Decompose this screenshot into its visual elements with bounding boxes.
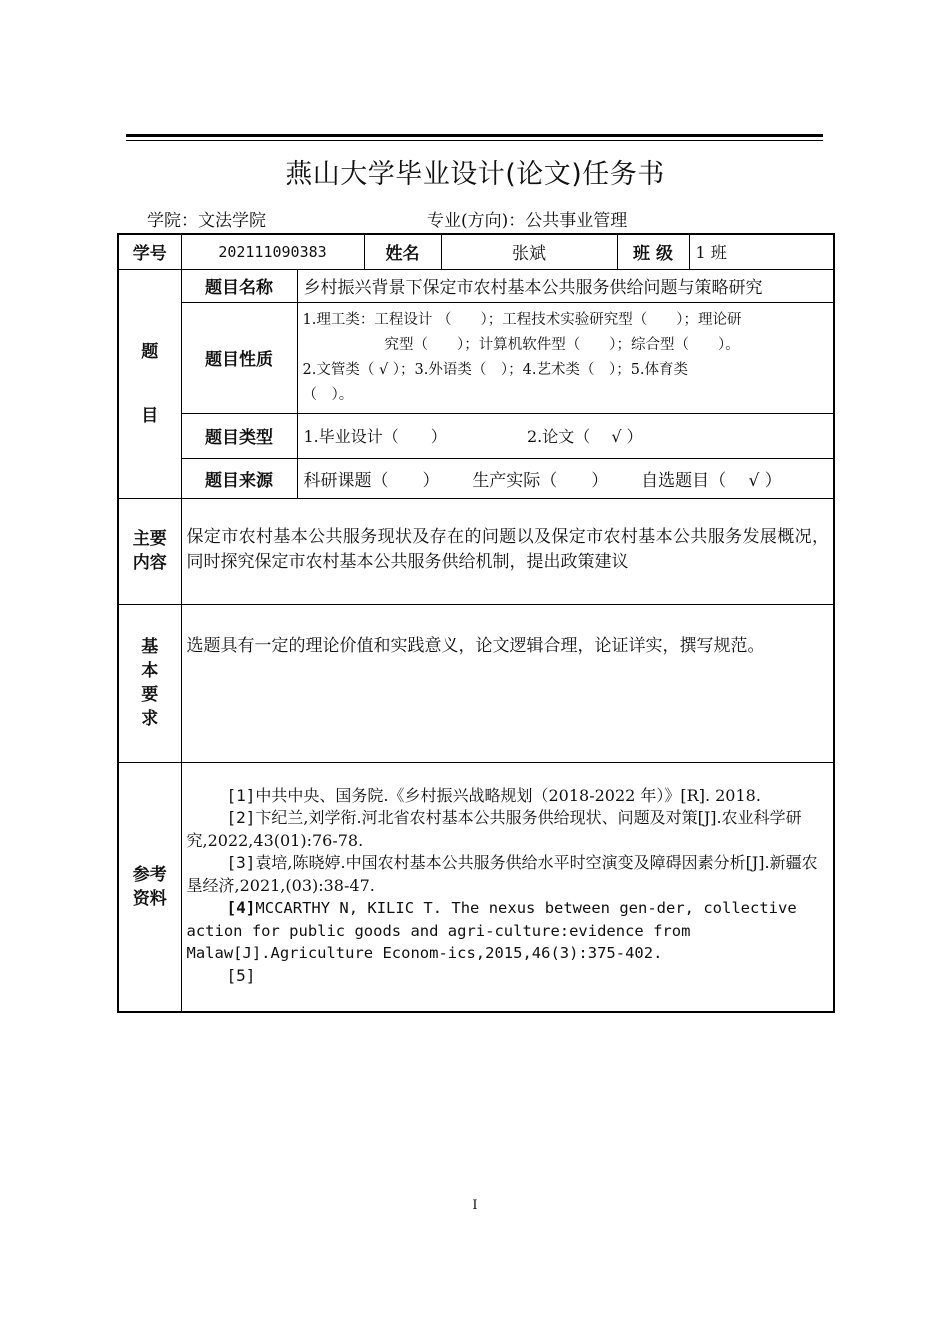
- references-list: [181, 762, 834, 1012]
- document-title: 燕山大学毕业设计(论文)任务书: [285, 159, 665, 190]
- topic-name-label: 题目名称: [181, 269, 297, 302]
- college-field: 学院：文法学院: [147, 211, 266, 231]
- topic-source-label: 题目来源: [181, 458, 297, 498]
- task-table: [117, 233, 835, 1013]
- basic-requirements-label: 基 本 要 求: [118, 604, 181, 762]
- source-option-production: 生产实际（ ）: [472, 470, 609, 491]
- type-option-thesis: 2.论文（ √ ）: [526, 427, 643, 446]
- student-id-value: 202111090383: [181, 234, 364, 269]
- class-label: 班 级: [617, 234, 689, 269]
- row-topic-type: [118, 413, 834, 458]
- reference-item: [4]MCCARTHY N, KILIC T. The nexus between gen-der, collective action for public goods and agri-culture:evidence from Malaw[J].Agriculture Econom-ics,2015,46(3):375-402.: [186, 898, 797, 962]
- row-main-content: [118, 498, 834, 604]
- nature-line-2: 究型（ ）；计算机软件型（ ）；综合型（ ）。: [384, 336, 740, 353]
- row-student-info: [118, 234, 834, 269]
- row-topic-source: [118, 458, 834, 498]
- reference-item: [1]中共中央、国务院.《乡村振兴战略规划（2018-2022 年）》[R]. 2018.: [226, 785, 761, 805]
- topic-group-label: [118, 269, 181, 498]
- page-number: I: [472, 1198, 478, 1213]
- topic-type-label: 题目类型: [181, 413, 297, 458]
- nature-line-1: 1.理工类：工程设计 （ ）；工程技术实验研究型（ ）；理论研: [302, 311, 742, 328]
- class-value: 1 班: [689, 234, 834, 269]
- topic-source-value: [297, 458, 834, 498]
- basic-requirements-text: 选题具有一定的理论价值和实践意义，论文逻辑合理，论证详实，撰写规范。: [181, 604, 834, 762]
- name-value: 张斌: [441, 234, 617, 269]
- nature-line-4: （ ）。: [302, 386, 354, 403]
- top-rule-thick: [126, 134, 823, 137]
- topic-nature-value: [297, 302, 834, 413]
- topic-type-value: [297, 413, 834, 458]
- type-option-design: 1.毕业设计（ ）: [303, 427, 447, 446]
- main-content-text: 保定市农村基本公共服务现状及存在的问题以及保定市农村基本公共服务发展概况，同时探究保定市农村基本公共服务供给机制，提出政策建议: [181, 498, 834, 604]
- references-label: 参考 资料: [118, 762, 181, 1012]
- reference-item: [3]袁培,陈晓婷.中国农村基本公共服务供给水平时空演变及障碍因素分析[J].新疆农垦经济,2021,(03):38-47.: [186, 853, 818, 895]
- source-option-research: 科研课题（ ）: [303, 470, 440, 491]
- topic-name-value: 乡村振兴背景下保定市农村基本公共服务供给问题与策略研究: [297, 269, 834, 302]
- top-rule-thin: [126, 140, 823, 141]
- student-id-label: 学号: [118, 234, 181, 269]
- source-option-self: 自选题目（ √ ）: [641, 470, 782, 491]
- topic-nature-label: 题目性质: [181, 302, 297, 413]
- main-content-label: 主要 内容: [118, 498, 181, 604]
- row-topic-nature: [118, 302, 834, 413]
- major-field: 专业(方向)：公共事业管理: [427, 211, 628, 231]
- topic-group-char-1: 题: [141, 341, 159, 362]
- row-topic-name: [118, 269, 834, 302]
- reference-item: [5]: [226, 965, 256, 985]
- name-label: 姓名: [364, 234, 441, 269]
- row-basic-requirements: [118, 604, 834, 762]
- reference-item: [2]卞纪兰,刘学衔.河北省农村基本公共服务供给现状、问题及对策[J].农业科学研究,2022,43(01):76-78.: [186, 808, 802, 850]
- nature-line-3: 2.文管类（ √ ）；3.外语类（ ）；4.艺术类（ ）；5.体育类: [302, 361, 689, 378]
- topic-group-char-2: 目: [141, 405, 159, 426]
- row-references: [118, 762, 834, 1012]
